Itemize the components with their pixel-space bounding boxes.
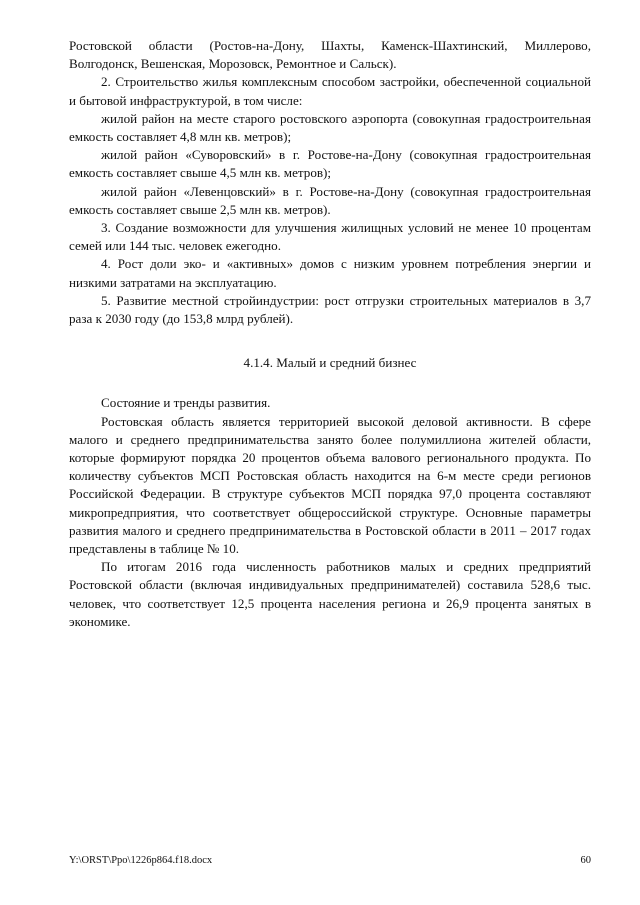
paragraph: По итогам 2016 года численность работников малых и средних предприятий Ростовской области (включая индивидуальных предпринимателей) составила 528,6 тыс. человек, что соответствует 12,5 процента населения региона и 26,9 процента занятых в экономике. bbox=[69, 559, 591, 629]
paragraph: 5. Развитие местной стройиндустрии: рост отгрузки строительных материалов в 3,7 раза к 2030 году (до 153,8 млрд рублей). bbox=[69, 292, 591, 327]
page-footer bbox=[69, 855, 591, 867]
page-body bbox=[69, 37, 591, 631]
paragraph: Состояние и тренды развития. bbox=[101, 395, 271, 411]
paragraph: Ростовская область является территорией высокой деловой активности. В сфере малого и среднего предпринимательства занято более полумиллиона жителей области, которые формируют порядка 20 процентов объема валового регионального продукта. По количеству субъектов МСП Ростовская область находится на 6-м месте среди регионов Российской Федерации. В структуре субъектов МСП порядка 97,0 процента составляют микропредприятия, что соответствует общероссийской структуре. Основные параметры развития малого и среднего предпринимательства в Ростовской области в 2011 – 2017 годах представлены в таблице № 10. bbox=[69, 413, 591, 557]
paragraph: жилой район «Суворовский» в г. Ростове-на-Дону (совокупная градостроительная емкость составляет свыше 4,5 млн кв. метров); bbox=[69, 147, 591, 181]
paragraph: жилой район на месте старого ростовского аэропорта (совокупная градостроительная емкость составляет 4,8 млн кв. метров); bbox=[69, 110, 591, 145]
section-heading: 4.1.4. Малый и средний бизнес bbox=[243, 355, 417, 371]
paragraph: 3. Создание возможности для улучшения жилищных условий не менее 10 процентам семей или 144 тыс. человек ежегодно. bbox=[69, 220, 591, 254]
paragraph: 4. Рост доли эко- и «активных» домов с низким уровнем потребления энергии и низкими затратами на эксплуатацию. bbox=[69, 256, 591, 290]
paragraph: Ростовской области (Ростов-на-Дону, Шахты, Каменск-Шахтинский, Миллерово, Волгодонск, Вешенская, Морозовск, Ремонтное и Сальск). bbox=[69, 38, 591, 72]
page-number: 60 bbox=[580, 855, 591, 866]
file-path: Y:\ORST\Ppo\1226p864.f18.docx bbox=[69, 855, 213, 866]
paragraph: жилой район «Левенцовский» в г. Ростове-на-Дону (совокупная градостроительная емкость составляет свыше 2,5 млн кв. метров). bbox=[69, 183, 591, 217]
paragraph: 2. Строительство жилья комплексным способом застройки, обеспеченной социальной и бытовой инфраструктурой, в том числе: bbox=[69, 74, 591, 108]
